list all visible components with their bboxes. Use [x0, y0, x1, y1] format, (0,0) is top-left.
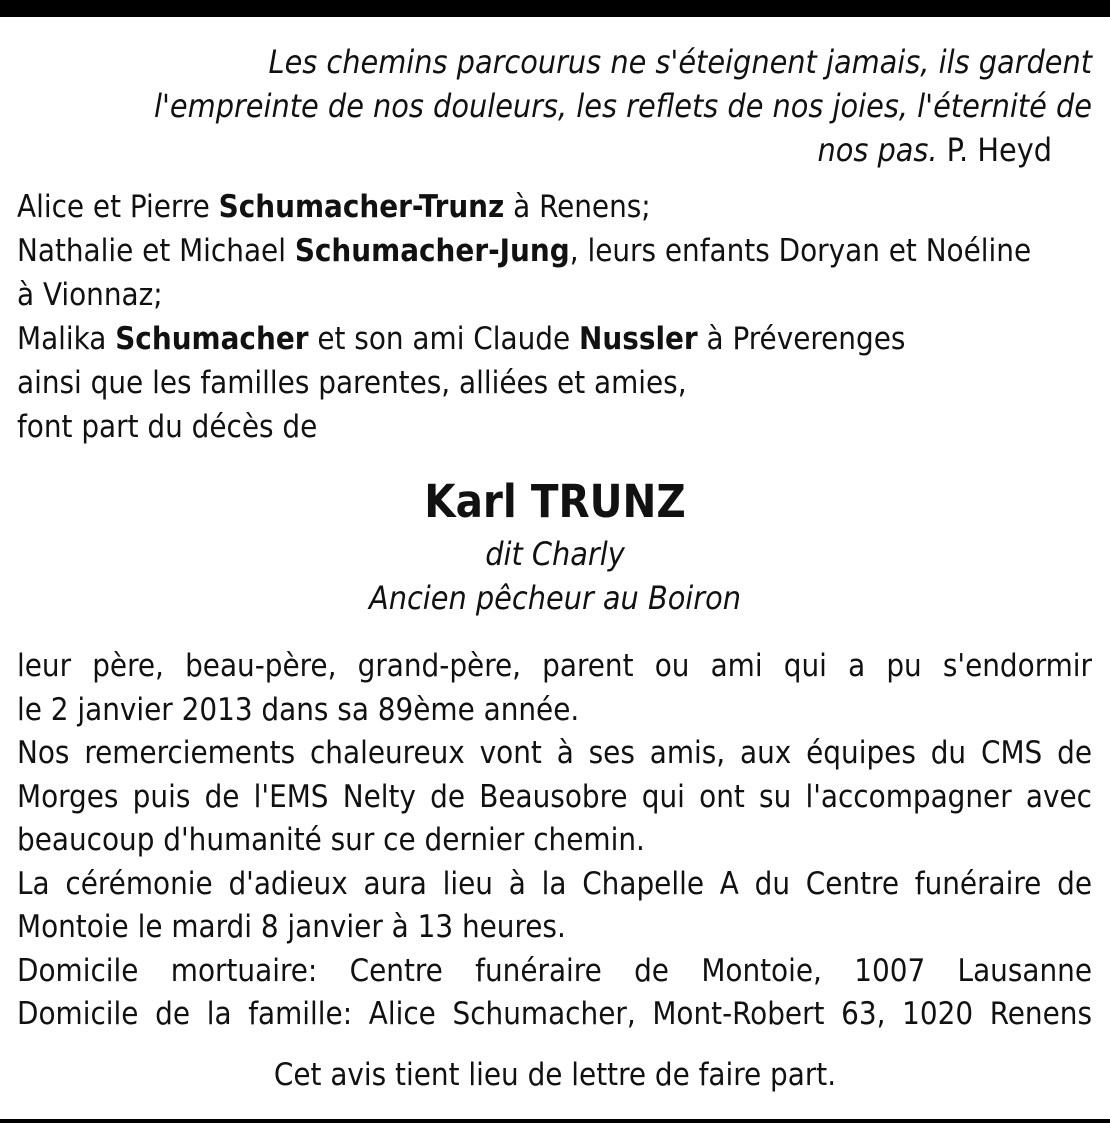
family-line-6: font part du décès de — [17, 409, 318, 445]
body-line-9: Domicile de la famille: Alice Schumacher, Mont-Robert 63, 1020 Renens — [17, 996, 1092, 1032]
family-line-3: à Vionnaz; — [17, 277, 163, 313]
body-line-5: beaucoup d'humanité sur ce dernier chemin. — [17, 822, 645, 858]
epigraph-quote — [40, 40, 1092, 172]
family-line-2: Nathalie et Michael Schumacher-Jung, leurs enfants Doryan et Noéline — [17, 233, 1032, 269]
deceased-name: Karl TRUNZ — [424, 475, 686, 528]
family-name: Schumacher-Trunz — [218, 189, 505, 225]
family-announcement — [17, 185, 1092, 449]
body-line-8: Domicile mortuaire: Centre funéraire de Montoie, 1007 Lausanne — [17, 952, 1092, 989]
family-name: Schumacher — [115, 321, 309, 357]
body-line-4: Morges puis de l'EMS Nelty de Beausobre qui ont su l'accompagner avec — [17, 778, 1092, 815]
deceased-nickname: dit Charly — [485, 535, 625, 573]
quote-line-3: nos pas. — [817, 131, 938, 169]
body-line-6: La cérémonie d'adieux aura lieu à la Chapelle A du Centre funéraire de — [17, 865, 1092, 902]
quote-line-1: Les chemins parcourus ne s'éteignent jamais, ils gardent — [268, 43, 1092, 81]
deceased-occupation: Ancien pêcheur au Boiron — [369, 579, 741, 617]
deceased-block — [0, 472, 1110, 620]
bottom-rule — [0, 1119, 1110, 1123]
quote-author: P. Heyd — [946, 131, 1052, 169]
body-line-7: Montoie le mardi 8 janvier à 13 heures. — [17, 909, 566, 945]
closing-note: Cet avis tient lieu de lettre de faire part. — [273, 1057, 837, 1093]
body-line-3: Nos remerciements chaleureux vont à ses amis, aux équipes du CMS de — [17, 735, 1092, 771]
body-line-2: le 2 janvier 2013 dans sa 89ème année. — [17, 691, 580, 728]
top-rule — [0, 0, 1110, 17]
family-line-1: Alice et Pierre Schumacher-Trunz à Renens; — [17, 189, 651, 225]
family-line-5: ainsi que les familles parentes, alliées et amies, — [17, 365, 687, 401]
announcement-body — [17, 645, 1092, 1037]
family-name: Nussler — [579, 321, 698, 357]
body-line-1: leur père, beau-père, grand-père, parent ou ami qui a pu s'endormir — [17, 648, 1092, 684]
family-name: Schumacher-Jung — [294, 233, 570, 269]
quote-line-2: l'empreinte de nos douleurs, les reflets de nos joies, l'éternité de — [154, 87, 1092, 125]
family-line-4: Malika Schumacher et son ami Claude Nussler à Préverenges — [17, 321, 906, 357]
